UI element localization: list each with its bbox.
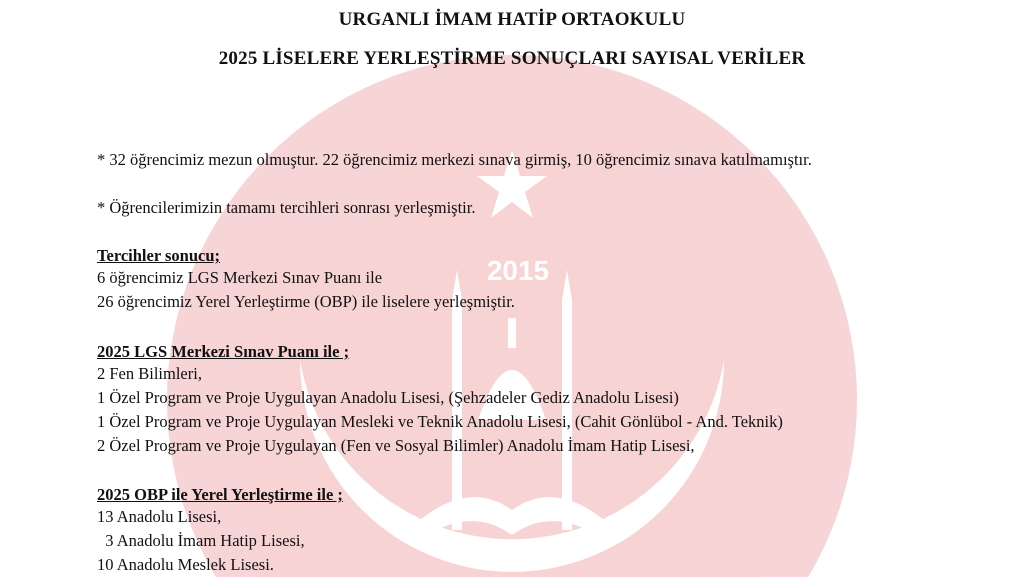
- page-subtitle: 2025 LİSELERE YERLEŞTİRME SONUÇLARI SAYISAL VERİLER: [218, 48, 806, 69]
- section-line: 2 Fen Bilimleri,: [97, 364, 202, 383]
- section-line: 1 Özel Program ve Proje Uygulayan Anadolu Lisesi, (Şehzadeler Gediz Anadolu Lisesi): [97, 388, 679, 407]
- section-line: 10 Anadolu Meslek Lisesi.: [97, 555, 274, 574]
- note-2: * Öğrencilerimizin tamamı tercihleri sonrası yerleşmiştir.: [97, 198, 476, 217]
- section-heading-obp: 2025 OBP ile Yerel Yerleştirme ile ;: [97, 485, 343, 504]
- section-line: 2 Özel Program ve Proje Uygulayan (Fen ve Sosyal Bilimler) Anadolu İmam Hatip Lisesi,: [97, 436, 695, 455]
- section-line: 13 Anadolu Lisesi,: [97, 507, 222, 526]
- page-title: URGANLI İMAM HATİP ORTAOKULU: [338, 9, 686, 30]
- section-line: 3 Anadolu İmam Hatip Lisesi,: [97, 531, 305, 550]
- section-line: 1 Özel Program ve Proje Uygulayan Mesleki ve Teknik Anadolu Lisesi, (Cahit Gönlübol - And. Teknik): [97, 412, 783, 431]
- section-line: 26 öğrencimiz Yerel Yerleştirme (OBP) ile liselere yerleşmiştir.: [97, 292, 515, 311]
- section-heading-lgs: 2025 LGS Merkezi Sınav Puanı ile ;: [97, 342, 350, 361]
- watermark-year: 2015: [486, 255, 550, 286]
- note-1: * 32 öğrencimiz mezun olmuştur. 22 öğrencimiz merkezi sınava girmiş, 10 öğrencimiz sınava katılmamıştır.: [97, 150, 812, 169]
- section-heading-preferences: Tercihler sonucu;: [97, 246, 221, 265]
- section-line: 6 öğrencimiz LGS Merkezi Sınav Puanı ile: [97, 268, 383, 287]
